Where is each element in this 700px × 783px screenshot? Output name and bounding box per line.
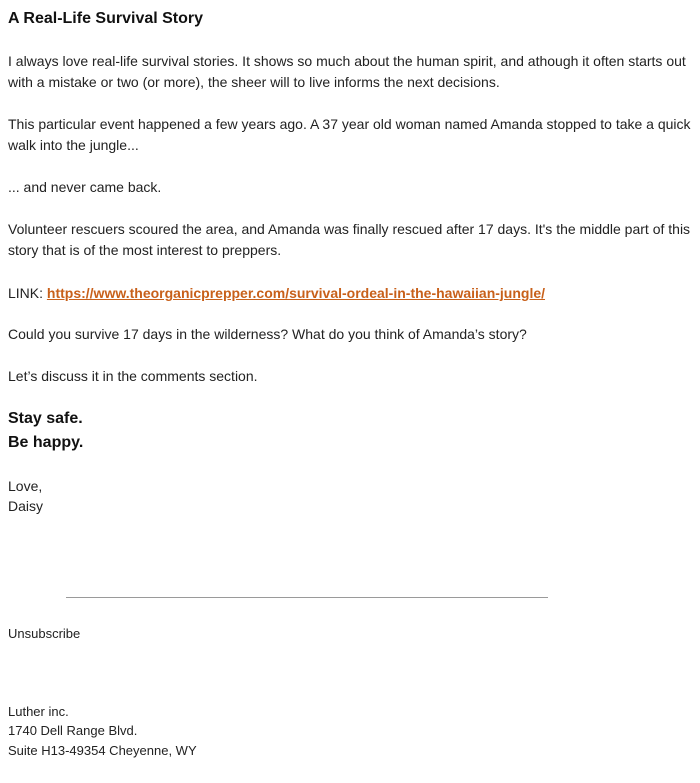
footer-divider	[66, 597, 548, 598]
article-link[interactable]: https://www.theorganicprepper.com/survival-ordeal-in-the-hawaiian-jungle/	[46, 285, 546, 301]
address-line-2: Suite H13-49354 Cheyenne, WY	[8, 743, 197, 758]
link-paragraph	[8, 283, 692, 304]
signoff-stay-safe: Stay safe.	[8, 410, 83, 427]
intro-paragraph: I always love real-life survival stories. It shows so much about the human spirit, and athough it often starts out with a mistake or two (or more), the sheer will to live informs the next decisions.	[8, 53, 686, 90]
link-label: LINK:	[8, 285, 44, 301]
rescue-paragraph: Volunteer rescuers scoured the area, and Amanda was finally rescued after 17 days. It's the middle part of this story that is of the most interest to preppers.	[8, 221, 691, 258]
author-name: Daisy	[8, 498, 44, 514]
signoff-be-happy: Be happy.	[8, 434, 84, 451]
cliffhanger-paragraph: ... and never came back.	[8, 179, 162, 195]
question-paragraph: Could you survive 17 days in the wilderness? What do you think of Amanda’s story?	[8, 326, 527, 342]
closing-text: Love,	[8, 478, 43, 494]
article-title: A Real-Life Survival Story	[8, 10, 204, 27]
discuss-paragraph: Let’s discuss it in the comments section.	[8, 368, 258, 384]
unsubscribe-link[interactable]: Unsubscribe	[8, 626, 81, 641]
story-paragraph: This particular event happened a few years ago. A 37 year old woman named Amanda stopped to take a quick walk into the jungle...	[8, 116, 691, 153]
company-name: Luther inc.	[8, 704, 69, 719]
address-line-1: 1740 Dell Range Blvd.	[8, 723, 138, 738]
